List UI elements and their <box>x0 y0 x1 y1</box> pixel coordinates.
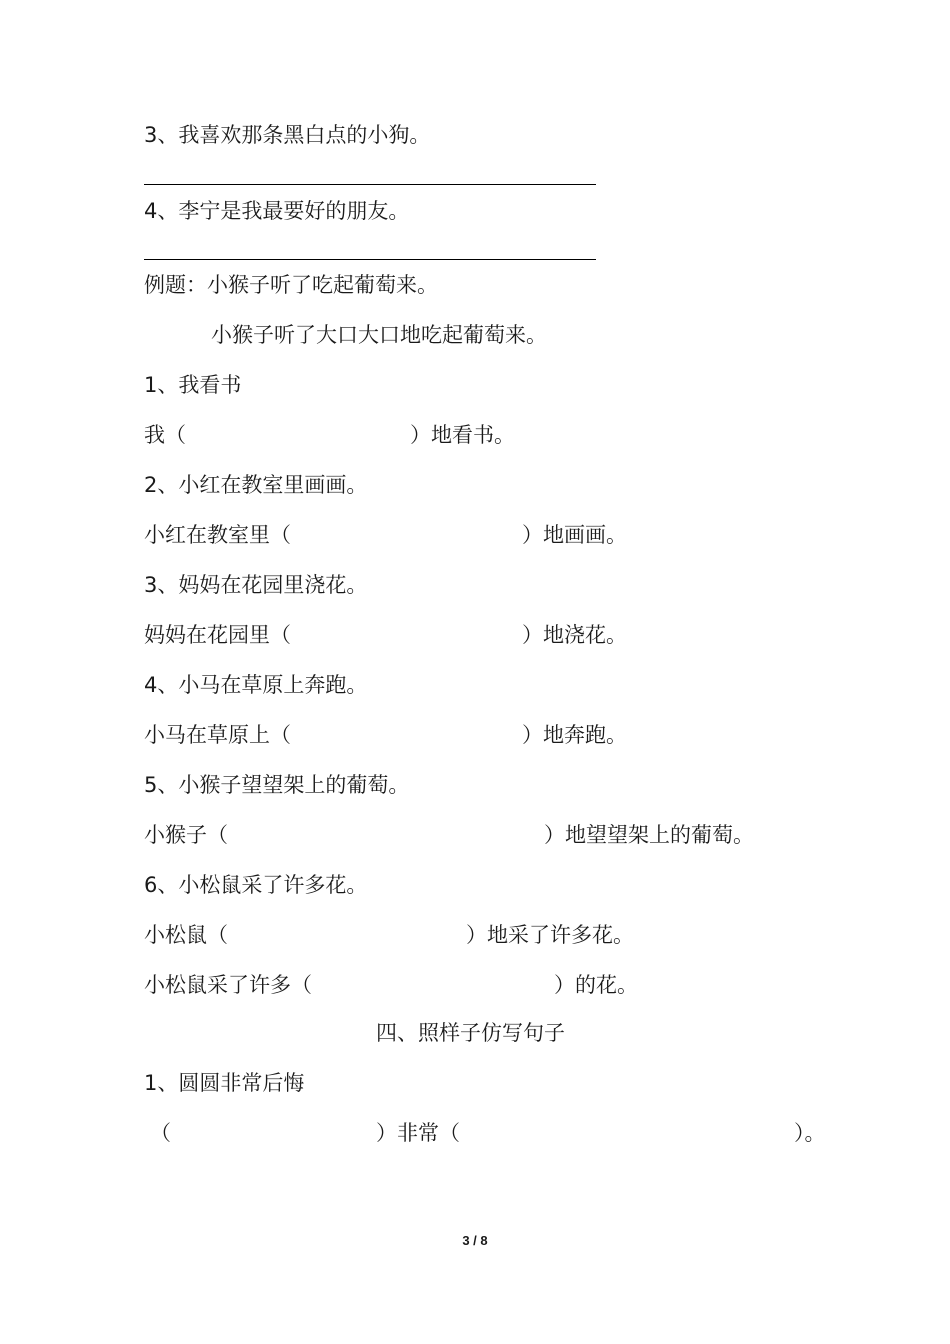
section-4-question-1: 1、圆圆非常后悔 <box>144 1071 305 1095</box>
question-5: 5、小猴子望望架上的葡萄。 <box>144 773 410 797</box>
answer-5-prefix: 小猴子（ <box>144 823 228 847</box>
question-4: 4、小马在草原上奔跑。 <box>144 673 368 697</box>
answer-1-prefix: 我（ <box>144 423 186 447</box>
answer-6a-prefix: 小松鼠（ <box>144 923 228 947</box>
answer-1-suffix: ）地看书。 <box>410 423 515 447</box>
page-number: 3 / 8 <box>462 1233 488 1248</box>
answer-4-prefix: 小马在草原上（ <box>144 723 291 747</box>
answer-6b-suffix: ）的花。 <box>554 973 638 997</box>
example-question: 例题：小猴子听了吃起葡萄来。 <box>144 273 438 297</box>
answer-2-suffix: ）地画画。 <box>522 523 627 547</box>
answer-line-3 <box>144 620 844 650</box>
answer-line-5 <box>144 820 844 850</box>
sentence-4: 4、李宁是我最要好的朋友。 <box>144 199 410 223</box>
question-1: 1、我看书 <box>144 373 242 397</box>
answer-3-suffix: ）地浇花。 <box>522 623 627 647</box>
answer-line-4 <box>144 720 844 750</box>
question-6: 6、小松鼠采了许多花。 <box>144 873 368 897</box>
answer-line-2 <box>144 520 844 550</box>
section-4-answer-mid: ）非常（ <box>376 1121 460 1145</box>
sentence-3: 3、我喜欢那条黑白点的小狗。 <box>144 123 431 147</box>
answer-2-prefix: 小红在教室里（ <box>144 523 291 547</box>
section-4-answer-line <box>144 1118 864 1148</box>
answer-5-suffix: ）地望望架上的葡萄。 <box>544 823 754 847</box>
example-answer: 小猴子听了大口大口地吃起葡萄来。 <box>211 323 547 347</box>
answer-4-suffix: ）地奔跑。 <box>522 723 627 747</box>
question-3: 3、妈妈在花园里浇花。 <box>144 573 368 597</box>
answer-line-1 <box>144 420 844 450</box>
section-4-answer-open: （ <box>150 1121 171 1145</box>
section-4-title: 四、照样子仿写句子 <box>376 1021 565 1045</box>
answer-6a-suffix: ）地采了许多花。 <box>466 923 634 947</box>
section-4-answer-end: ）。 <box>794 1121 826 1145</box>
answer-line-6b <box>144 970 844 1000</box>
answer-rule-2 <box>144 259 596 260</box>
answer-3-prefix: 妈妈在花园里（ <box>144 623 291 647</box>
answer-line-6a <box>144 920 844 950</box>
question-2: 2、小红在教室里画画。 <box>144 473 368 497</box>
answer-rule-1 <box>144 184 596 185</box>
answer-6b-prefix: 小松鼠采了许多（ <box>144 973 312 997</box>
